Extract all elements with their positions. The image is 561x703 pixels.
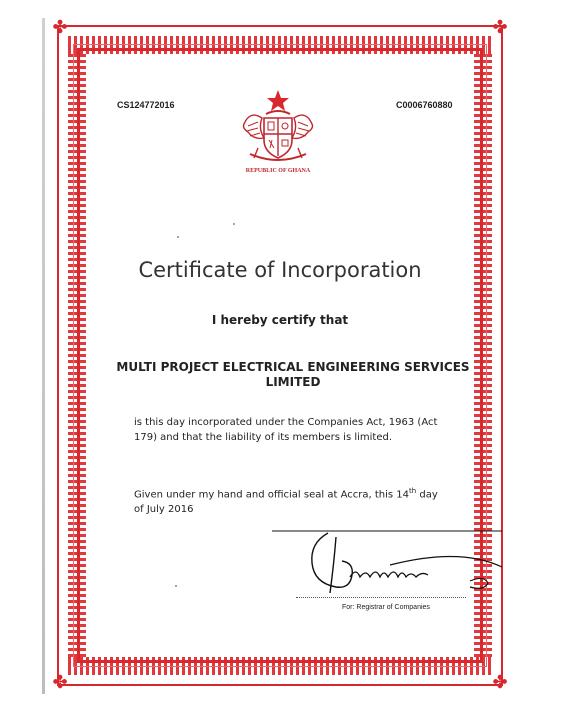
scan-speck xyxy=(233,223,235,225)
given-line2: of July 2016 xyxy=(134,504,194,516)
given-line1 xyxy=(134,484,454,502)
scan-speck xyxy=(177,236,179,238)
given-prefix: Given under my hand and official seal at Accra, this 14 xyxy=(134,489,409,501)
corner-ornament-icon: ✤ xyxy=(492,17,508,38)
scan-page-edge xyxy=(42,18,45,694)
ghana-coat-of-arms-icon xyxy=(236,88,320,178)
incorporation-statement xyxy=(134,415,454,445)
registrar-label: For: Registrar of Companies xyxy=(342,604,430,611)
corner-ornament-icon: ✤ xyxy=(52,17,68,38)
given-statement xyxy=(134,484,454,517)
company-name-line1: MULTI PROJECT ELECTRICAL ENGINEERING SERVICES xyxy=(116,360,470,374)
crest-caption: REPUBLIC OF GHANA xyxy=(245,168,311,174)
given-suffix: day xyxy=(416,489,438,501)
scan-speck xyxy=(175,585,177,587)
certificate-content xyxy=(50,18,510,693)
corner-ornament-icon: ✤ xyxy=(492,672,508,693)
statement-line1: is this day incorporated under the Companies Act, 1963 (Act xyxy=(134,417,438,428)
statement-line2: 179) and that the liability of its members is limited. xyxy=(134,432,393,443)
certificate-title: Certificate of Incorporation xyxy=(138,258,422,282)
company-name-line2: LIMITED xyxy=(265,375,321,389)
certificate xyxy=(50,18,510,693)
certify-heading: I hereby certify that xyxy=(211,313,349,327)
reference-number-left: CS124772016 xyxy=(117,100,175,110)
given-superscript: th xyxy=(408,487,417,495)
company-name xyxy=(108,360,478,390)
corner-ornament-icon: ✤ xyxy=(52,672,68,693)
signature-line xyxy=(296,597,466,598)
reference-number-right: C0006760880 xyxy=(396,100,453,110)
signature-icon xyxy=(270,523,505,603)
